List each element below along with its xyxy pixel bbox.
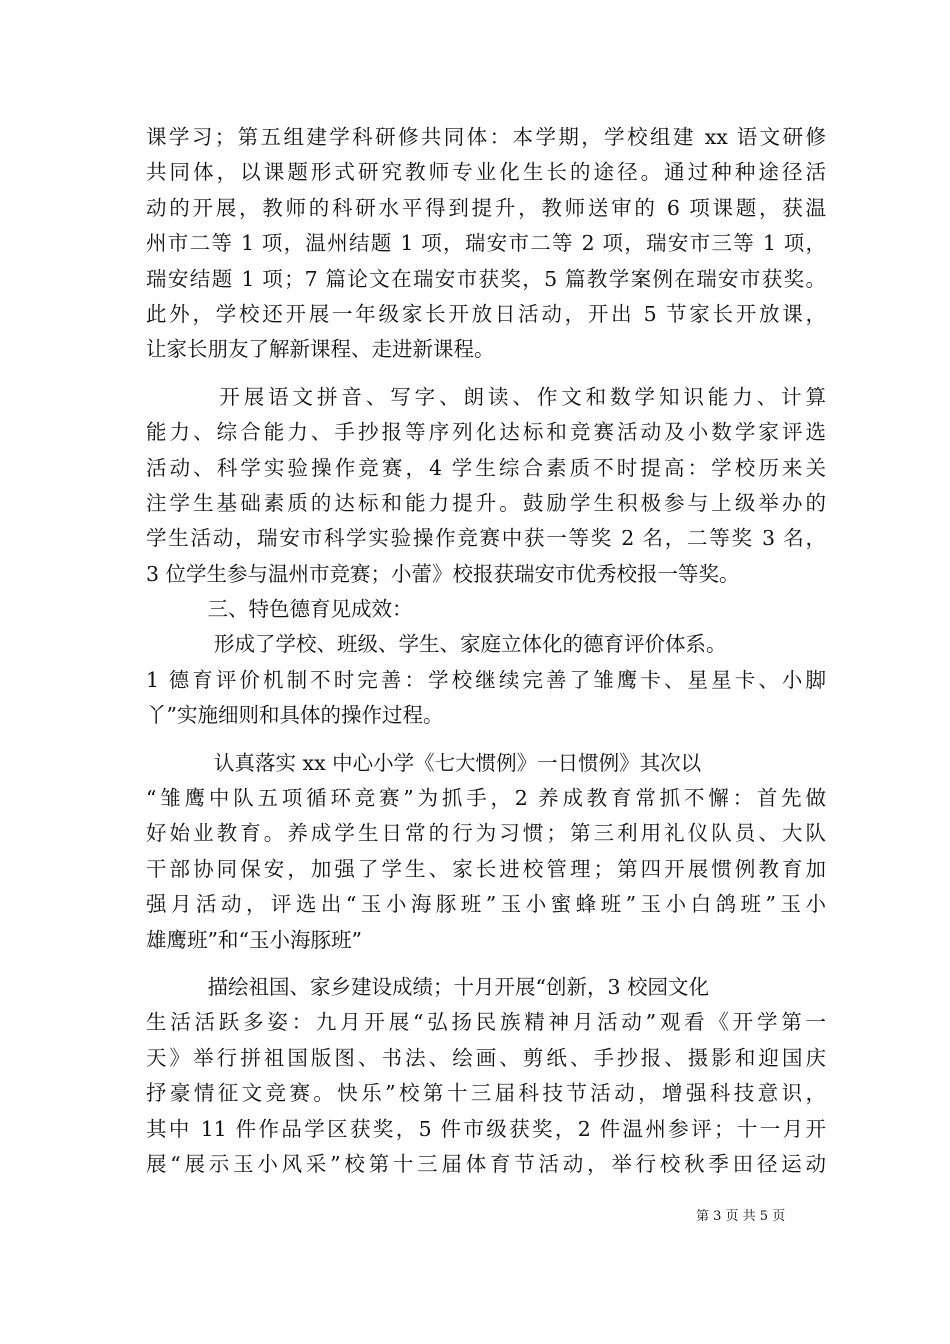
text-line: 1 德育评价机制不时完善：学校继续完善了雏鹰卡、星星卡、小脚: [146, 667, 826, 692]
text-line: 好始业教育。养成学生日常的行为习惯；第三利用礼仪队员、大队: [146, 821, 826, 846]
text-line: 展“展示玉小风采”校第十三届体育节活动，举行校秋季田径运动: [146, 1151, 826, 1176]
text-line: 其中 11 件作品学区获奖，5 件市级获奖，2 件温州参评；十一月开: [146, 1116, 826, 1141]
text-line: 开展语文拼音、写字、朗读、作文和数学知识能力、计算: [146, 384, 826, 409]
text-line: 强月活动，评选出“玉小海豚班”玉小蜜蜂班”玉小白鸽班”玉小: [146, 892, 826, 917]
text-line: 让家长朋友了解新课程、走进新课程。: [146, 337, 495, 362]
text-line: 描绘祖国、家乡建设成绩；十月开展“创新，3 校园文化: [146, 974, 710, 999]
text-line: 天》举行拼祖国版图、书法、绘画、剪纸、手抄报、摄影和迎国庆: [146, 1045, 826, 1070]
text-line: 3 位学生参与温州市竞赛；小蕾》校报获瑞安市优秀校报一等奖。: [146, 561, 740, 586]
text-line: 动的开展，教师的科研水平得到提升，教师送审的 6 项课题，获温: [146, 195, 826, 220]
text-line: 活动、科学实验操作竞赛，4 学生综合素质不时提高：学校历来关: [146, 455, 826, 480]
text-line: 注学生基础素质的达标和能力提升。鼓励学生积极参与上级举办的: [146, 490, 826, 515]
text-line: 学生活动，瑞安市科学实验操作竞赛中获一等奖 2 名，二等奖 3 名，: [146, 526, 826, 551]
text-line: 雄鹰班”和“玉小海豚班”: [146, 927, 362, 952]
text-line: 丫”实施细则和具体的操作过程。: [146, 703, 444, 728]
section-heading: 三、特色德育见成效：: [146, 597, 413, 622]
text-line: 此外，学校还开展一年级家长开放日活动，开出 5 节家长开放课，: [146, 301, 826, 326]
text-line: 抒豪情征文竞赛。快乐”校第十三届科技节活动，增强科技意识，: [146, 1081, 826, 1106]
paragraph: [146, 380, 826, 734]
paragraph: [146, 746, 826, 958]
text-line: 课学习；第五组建学科研修共同体：本学期，学校组建 xx 语文研修: [146, 125, 826, 149]
text-line: “雏鹰中队五项循环竞赛”为抓手，2 养成教育常抓不懈：首先做: [146, 786, 826, 811]
page-number-footer: 第 3 页 共 5 页: [696, 1209, 786, 1224]
text-line: 认真落实 xx 中心小学《七大惯例》一日惯例》其次以: [146, 750, 702, 775]
text-line: 州市二等 1 项，温州结题 1 项，瑞安市二等 2 项，瑞安市三等 1 项，: [146, 231, 826, 256]
text-line: 生活活跃多姿：九月开展“弘扬民族精神月活动”观看《开学第一: [146, 1010, 826, 1035]
text-line: 能力、综合能力、手抄报等序列化达标和竞赛活动及小数学家评选: [146, 420, 826, 445]
paragraph: [146, 970, 826, 1182]
document-body: [146, 120, 826, 1182]
text-line: 形成了学校、班级、学生、家庭立体化的德育评价体系。: [146, 632, 727, 657]
text-line: 共同体，以课题形式研究教师专业化生长的途径。通过种种途径活: [146, 160, 826, 185]
text-line: 干部协同保安，加强了学生、家长进校管理；第四开展惯例教育加: [146, 856, 826, 881]
text-line: 瑞安结题 1 项；7 篇论文在瑞安市获奖，5 篇教学案例在瑞安市获奖。: [146, 266, 826, 291]
paragraph: [146, 120, 826, 368]
